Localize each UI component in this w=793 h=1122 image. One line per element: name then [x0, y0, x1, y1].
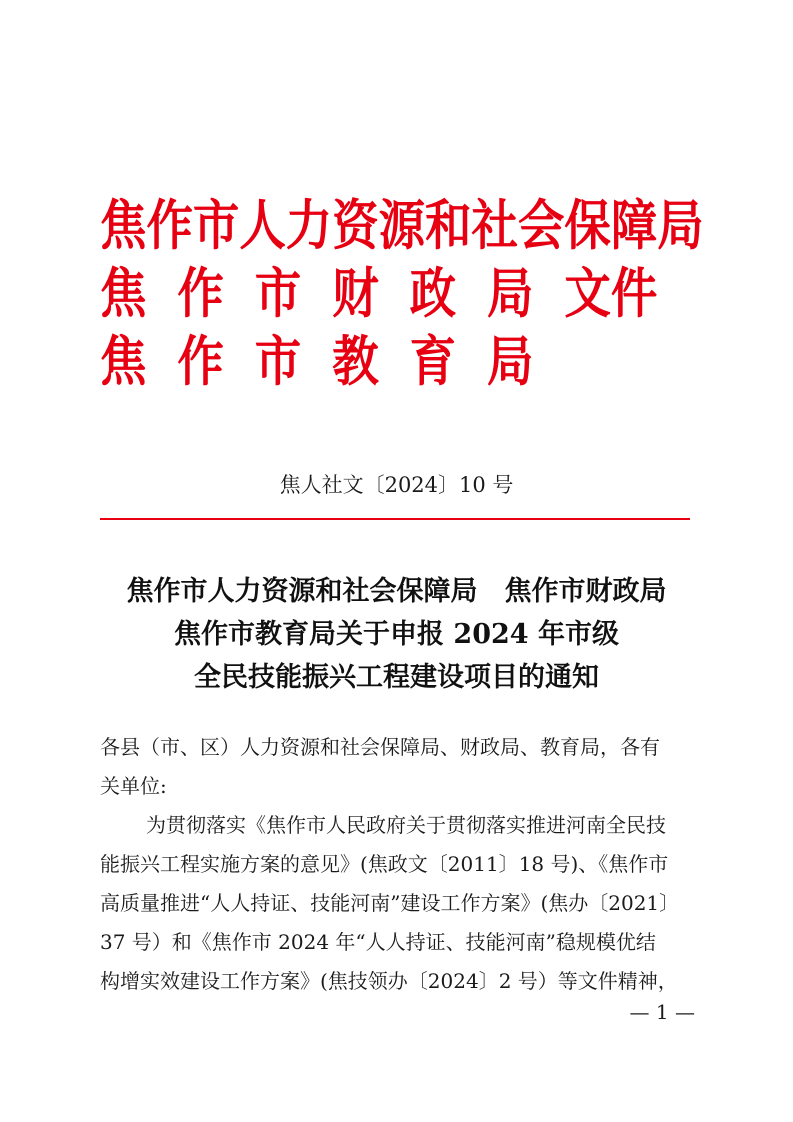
page-number: — 1 — [629, 1000, 695, 1024]
document-title [90, 570, 703, 699]
masthead-line-1: 焦作市人力资源和社会保障局 [100, 194, 704, 257]
document-number: 焦人社文〔2024〕10 号 [279, 473, 514, 497]
red-separator-line [100, 518, 690, 520]
addressee-line-2: 关单位: [100, 774, 167, 798]
title-line-3: 全民技能振兴工程建设项目的通知 [194, 662, 599, 693]
body-line-2: 能振兴工程实施方案的意见》(焦政文〔2011〕18 号)、《焦作市 [100, 852, 669, 876]
title-line-2: 焦作市教育局关于申报 2024 年市级 [174, 619, 619, 650]
masthead-line-3 [100, 332, 564, 392]
document-body [100, 728, 700, 1001]
body-line-1: 为贯彻落实《焦作市人民政府关于贯彻落实推进河南全民技 [146, 813, 666, 837]
masthead-line-3-name: 焦作市教育局 [100, 330, 565, 393]
body-line-5: 构增实效建设工作方案》(焦技领办〔2024〕2 号）等文件精神， [100, 969, 678, 993]
masthead-file-suffix: 文件 [564, 262, 658, 325]
body-line-3: 高质量推进“人人持证、技能河南”建设工作方案》(焦办〔2021〕 [100, 891, 680, 915]
masthead-line-2-name: 焦作市财政局 [100, 262, 565, 325]
masthead-line-2 [100, 264, 657, 324]
addressee-line-1: 各县（市、区）人力资源和社会保障局、财政局、教育局，各有 [100, 735, 660, 759]
title-line-1: 焦作市人力资源和社会保障局 焦作市财政局 [126, 576, 667, 607]
body-line-4: 37 号）和《焦作市 2024 年“人人持证、技能河南”稳规模优结 [100, 930, 656, 954]
masthead [100, 194, 704, 396]
